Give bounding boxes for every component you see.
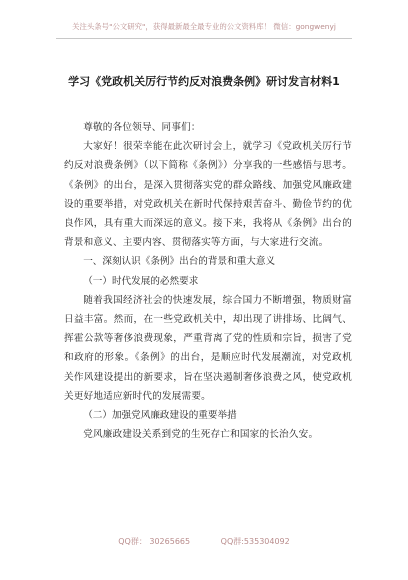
header-divider bbox=[56, 38, 352, 39]
document-body bbox=[64, 118, 352, 444]
paragraph-1: 随着我国经济社会的快速发展，综合国力不断增强，物质财富日益丰富。然而，在一些党政机关中，却出现了讲排场、比阔气、挥霍公款等奢侈浪费现象，严重背离了党的性质和宗旨，损害了党和政府的形象。《条例》的出台，是顺应时代发展潮流，对党政机关作风建设提出的新要求，旨在坚决遏制奢侈浪费之风，使党政机关更好地适应新时代的发展需要。 bbox=[64, 294, 352, 402]
document-title: 学习《党政机关厉行节约反对浪费条例》研讨发言材料1 bbox=[68, 75, 340, 88]
section-heading-1: 一、深刻认识《条例》出台的背景和重大意义 bbox=[83, 256, 276, 268]
footer-qq-group-2: QQ群:535304092 bbox=[220, 537, 290, 546]
footer-qq-group-1: QQ群： 30265665 bbox=[118, 537, 191, 546]
subsection-heading-2: （二）加强党风廉政建设的重要举措 bbox=[83, 410, 237, 422]
paragraph-2: 党风廉政建设关系到党的生死存亡和国家的长治久安。 bbox=[83, 429, 319, 441]
salutation: 尊敬的各位领导、同事们： bbox=[83, 122, 201, 133]
subsection-heading-1: （一）时代发展的必然要求 bbox=[83, 275, 199, 287]
paragraph-intro: 大家好！很荣幸能在此次研讨会上，就学习《党政机关厉行节约反对浪费条例》（以下简称《条例》）分享我的一些感悟与思考。《条例》的出台，是深入贯彻落实党的群众路线、加强党风廉政建设的重要举措，对党政机关在新时代保持艰苦奋斗、勤俭节约的优良作风，具有重大而深远的意义。接下来，我将从《条例》出台的背景和意义、主要内容、贯彻落实等方面，与大家进行交流。 bbox=[64, 141, 352, 249]
footer bbox=[56, 536, 352, 547]
header-note: 关注头条号"公文研究"，获得最新最全最专业的公文资料库！ 微信：gongwenyj bbox=[72, 22, 336, 31]
